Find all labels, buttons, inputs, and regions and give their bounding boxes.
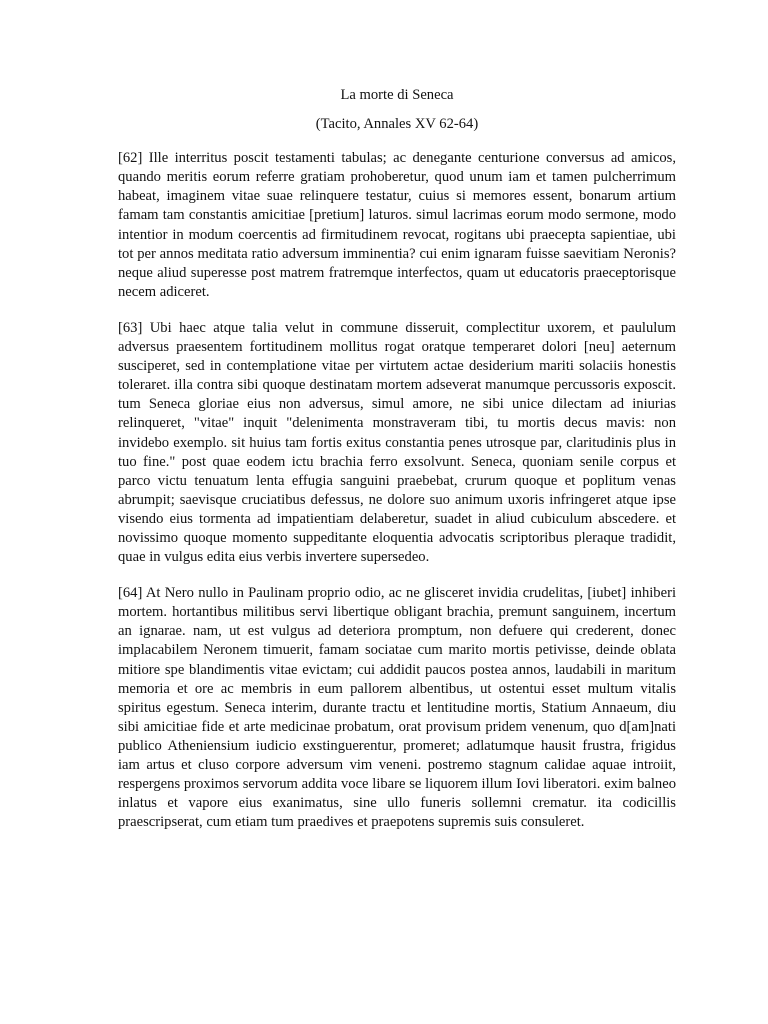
document-subtitle: (Tacito, Annales XV 62-64) — [315, 116, 479, 133]
document-title: La morte di Seneca — [340, 87, 454, 103]
paragraph-63: [63] Ubi haec atque talia velut in commune disseruit, complectitur uxorem, et paululum adversus praesentem fortitudinem mollitus rogat oratque temperaret dolori [neu] aeternum susciperet, sed in contemplatione vitae per virtutem actae desiderium mariti solaciis honestis toleraret. illa contra sibi quoque destinatam mortem adseverat manumque percussoris exposcit. tum Seneca gloriae eius non adversus, simul amore, ne sibi unice dilectam ad iniurias relinqueret, "vitae" inquit "delenimenta monstraveram tibi, tu mortis decus mavis: non invidebo exemplo. sit huius tam fortis exitus constantia penes utrosque par, claritudinis plus in tuo fine." post quae eodem ictu brachia ferro exsolvunt. Seneca, quoniam senile corpus et parco victu tenuatum lenta effugia sanguini praebebat, crurum quoque et poplitum venas abrumpit; saevisque cruciatibus defessus, ne dolore suo animum uxoris infringeret atque ipse visendo eius tormenta ad impatientiam delaberetur, suadet in aliud cubiculum abscedere. et novissimo quoque momento suppeditante eloquentia advocatis scriptoribus pleraque tradidit, quae in vulgus edita eius verbis invertere supersedeo. — [118, 319, 676, 566]
document-page — [118, 86, 676, 849]
paragraph-62: [62] Ille interritus poscit testamenti tabulas; ac denegante centurione conversus ad amicos, quando meritis eorum referre gratiam prohoberetur, quod unum iam et tamen pulcherrimum habeat, imaginem vitae suae relinquere testatur, cuius si memores essent, bonarum artium famam tam constantis amicitiae [pretium] laturos. simul lacrimas eorum modo sermone, modo intentior in modum coercentis ad firmitudinem revocat, rogitans ubi praecepta sapientiae, ubi tot per annos meditata ratio adversum imminentia? cui enim ignaram fuisse saevitiam Neronis? neque aliud superesse post matrem fratremque interfectos, quam ut educatoris praeceptorisque necem adiceret. — [118, 150, 676, 300]
paragraph-64: [64] At Nero nullo in Paulinam proprio odio, ac ne glisceret invidia crudelitas, [iubet] inhiberi mortem. hortantibus militibus servi libertique obligant brachia, premunt sanguinem, incertum an ignarae. nam, ut est vulgus ad deteriora promptum, non defuere qui crederent, donec implacabilem Neronem timuerit, famam sociatae cum marito mortis petivisse, deinde oblata mitiore spe blandimentis vitae evictam; cui addidit paucos postea annos, laudabili in maritum memoria et ore ac membris in eum pallorem albentibus, ut ostentui esset multum vitalis spiritus egestum. Seneca interim, durante tractu et lentitudine mortis, Statium Annaeum, diu sibi amicitiae fide et arte medicinae probatum, orat provisum pridem venenum, quo d[am]nati publico Atheniensium iudicio exstinguerentur, promeret; adlatumque hausit frustra, frigidus iam artus et cluso corpore adversum vim veneni. postremo stagnum calidae aquae introiit, respergens proximos servorum addita voce libare se liquorem illum Iovi liberatori. exim balneo inlatus et vapore eius exanimatus, sine ullo funeris sollemni crematur. ita codicillis praescripserat, cum etiam tum praedives et praepotens supremis suis consuleret. — [118, 585, 676, 831]
